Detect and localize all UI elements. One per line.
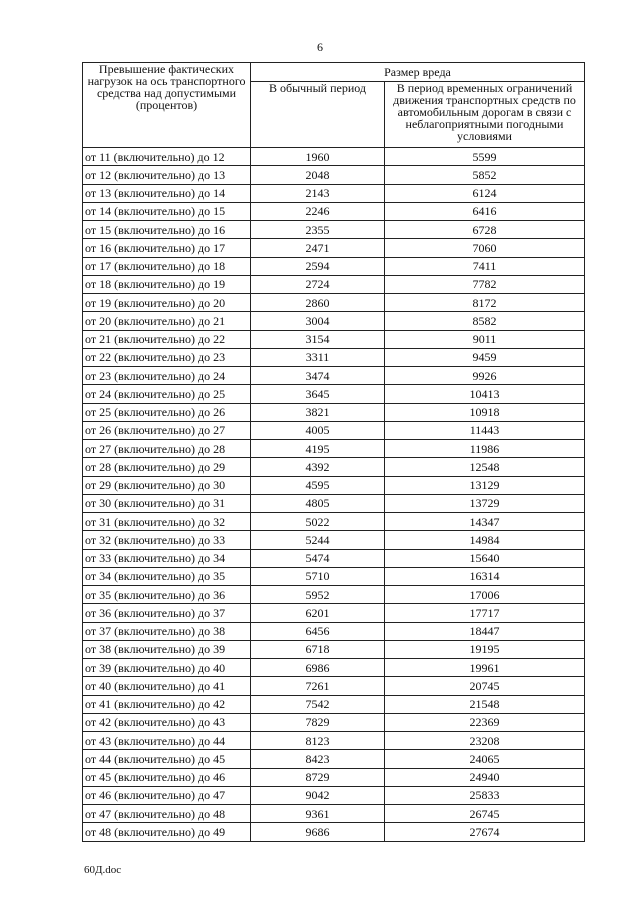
- row-temporary-value: 6728: [385, 221, 585, 239]
- row-temporary-value: 5852: [385, 166, 585, 184]
- row-normal-value: 4805: [251, 494, 385, 512]
- row-range-cell: от 41 (включительно) до 42: [83, 695, 251, 713]
- row-range-cell: от 18 (включительно) до 19: [83, 275, 251, 293]
- table-row: [83, 586, 585, 604]
- row-range-cell: от 21 (включительно) до 22: [83, 330, 251, 348]
- row-temporary-value: 7782: [385, 275, 585, 293]
- row-range-cell: от 27 (включительно) до 28: [83, 440, 251, 458]
- header-overload-range: Превышение фактических нагрузок на ось транспортного средства над допустимыми (процентов): [83, 63, 251, 148]
- table-row: [83, 622, 585, 640]
- row-temporary-value: 10918: [385, 403, 585, 421]
- row-temporary-value: 17006: [385, 586, 585, 604]
- row-range-cell: от 17 (включительно) до 18: [83, 257, 251, 275]
- row-range-cell: от 28 (включительно) до 29: [83, 458, 251, 476]
- table-row: [83, 604, 585, 622]
- row-range-cell: от 45 (включительно) до 46: [83, 768, 251, 786]
- table-row: [83, 786, 585, 804]
- row-range-cell: от 44 (включительно) до 45: [83, 750, 251, 768]
- row-normal-value: 2860: [251, 294, 385, 312]
- row-normal-value: 2246: [251, 202, 385, 220]
- row-range-cell: от 34 (включительно) до 35: [83, 567, 251, 585]
- row-normal-value: 2724: [251, 275, 385, 293]
- row-temporary-value: 8582: [385, 312, 585, 330]
- file-name-footer: 60Д.doc: [84, 864, 122, 876]
- row-normal-value: 2048: [251, 166, 385, 184]
- table-row: [83, 221, 585, 239]
- table-row: [83, 385, 585, 403]
- row-normal-value: 7261: [251, 677, 385, 695]
- row-normal-value: 4005: [251, 421, 385, 439]
- row-range-cell: от 26 (включительно) до 27: [83, 421, 251, 439]
- row-temporary-value: 25833: [385, 786, 585, 804]
- row-temporary-value: 19195: [385, 640, 585, 658]
- row-temporary-value: 5599: [385, 148, 585, 166]
- row-normal-value: 7542: [251, 695, 385, 713]
- row-temporary-value: 8172: [385, 294, 585, 312]
- row-normal-value: 2143: [251, 184, 385, 202]
- row-temporary-value: 9011: [385, 330, 585, 348]
- row-normal-value: 4392: [251, 458, 385, 476]
- row-temporary-value: 23208: [385, 732, 585, 750]
- row-normal-value: 8729: [251, 768, 385, 786]
- row-normal-value: 3645: [251, 385, 385, 403]
- row-temporary-value: 6124: [385, 184, 585, 202]
- table-row: [83, 440, 585, 458]
- table-row: [83, 823, 585, 841]
- row-normal-value: 6986: [251, 659, 385, 677]
- row-normal-value: 5244: [251, 531, 385, 549]
- row-temporary-value: 18447: [385, 622, 585, 640]
- row-range-cell: от 19 (включительно) до 20: [83, 294, 251, 312]
- row-range-cell: от 14 (включительно) до 15: [83, 202, 251, 220]
- table-row: [83, 531, 585, 549]
- row-normal-value: 3474: [251, 367, 385, 385]
- table-row: [83, 275, 585, 293]
- row-range-cell: от 29 (включительно) до 30: [83, 476, 251, 494]
- harm-table-body: [83, 148, 585, 842]
- table-row: [83, 421, 585, 439]
- row-range-cell: от 37 (включительно) до 38: [83, 622, 251, 640]
- row-temporary-value: 9459: [385, 348, 585, 366]
- row-normal-value: 8423: [251, 750, 385, 768]
- table-row: [83, 750, 585, 768]
- row-temporary-value: 26745: [385, 805, 585, 823]
- row-temporary-value: 17717: [385, 604, 585, 622]
- row-normal-value: 7829: [251, 713, 385, 731]
- table-row: [83, 805, 585, 823]
- row-normal-value: 9042: [251, 786, 385, 804]
- table-row: [83, 166, 585, 184]
- row-temporary-value: 9926: [385, 367, 585, 385]
- row-temporary-value: 12548: [385, 458, 585, 476]
- table-row: [83, 713, 585, 731]
- row-temporary-value: 6416: [385, 202, 585, 220]
- header-temporary-restrictions: В период временных ограничений движения транспортных средств по автомобильным дорогам в связи с неблагоприятными погодными условиями: [385, 82, 585, 148]
- row-temporary-value: 7411: [385, 257, 585, 275]
- row-range-cell: от 31 (включительно) до 32: [83, 513, 251, 531]
- row-range-cell: от 20 (включительно) до 21: [83, 312, 251, 330]
- header-harm-amount: Размер вреда: [251, 63, 585, 82]
- row-range-cell: от 38 (включительно) до 39: [83, 640, 251, 658]
- row-temporary-value: 22369: [385, 713, 585, 731]
- row-normal-value: 9361: [251, 805, 385, 823]
- table-row: [83, 768, 585, 786]
- row-normal-value: 1960: [251, 148, 385, 166]
- row-normal-value: 5022: [251, 513, 385, 531]
- row-temporary-value: 13129: [385, 476, 585, 494]
- row-normal-value: 4195: [251, 440, 385, 458]
- table-row: [83, 367, 585, 385]
- table-row: [83, 458, 585, 476]
- row-range-cell: от 15 (включительно) до 16: [83, 221, 251, 239]
- harm-table: [82, 62, 585, 842]
- row-range-cell: от 32 (включительно) до 33: [83, 531, 251, 549]
- row-range-cell: от 11 (включительно) до 12: [83, 148, 251, 166]
- row-temporary-value: 10413: [385, 385, 585, 403]
- table-row: [83, 184, 585, 202]
- row-normal-value: 6456: [251, 622, 385, 640]
- table-row: [83, 403, 585, 421]
- row-normal-value: 2355: [251, 221, 385, 239]
- row-normal-value: 2594: [251, 257, 385, 275]
- table-row: [83, 257, 585, 275]
- row-temporary-value: 19961: [385, 659, 585, 677]
- row-temporary-value: 16314: [385, 567, 585, 585]
- row-range-cell: от 43 (включительно) до 44: [83, 732, 251, 750]
- row-temporary-value: 15640: [385, 549, 585, 567]
- row-range-cell: от 30 (включительно) до 31: [83, 494, 251, 512]
- table-row: [83, 476, 585, 494]
- row-range-cell: от 24 (включительно) до 25: [83, 385, 251, 403]
- row-normal-value: 3154: [251, 330, 385, 348]
- row-temporary-value: 7060: [385, 239, 585, 257]
- table-row: [83, 659, 585, 677]
- row-normal-value: 6201: [251, 604, 385, 622]
- row-normal-value: 3311: [251, 348, 385, 366]
- row-range-cell: от 42 (включительно) до 43: [83, 713, 251, 731]
- row-normal-value: 6718: [251, 640, 385, 658]
- table-row: [83, 348, 585, 366]
- row-temporary-value: 20745: [385, 677, 585, 695]
- harm-table-header: [83, 63, 585, 148]
- header-normal-period: В обычный период: [251, 82, 385, 148]
- table-row: [83, 549, 585, 567]
- row-range-cell: от 16 (включительно) до 17: [83, 239, 251, 257]
- row-range-cell: от 13 (включительно) до 14: [83, 184, 251, 202]
- row-range-cell: от 47 (включительно) до 48: [83, 805, 251, 823]
- table-row: [83, 330, 585, 348]
- row-temporary-value: 11443: [385, 421, 585, 439]
- row-normal-value: 2471: [251, 239, 385, 257]
- table-row: [83, 695, 585, 713]
- table-row: [83, 567, 585, 585]
- table-row: [83, 239, 585, 257]
- row-normal-value: 4595: [251, 476, 385, 494]
- row-temporary-value: 11986: [385, 440, 585, 458]
- table-row: [83, 677, 585, 695]
- table-row: [83, 732, 585, 750]
- row-normal-value: 5952: [251, 586, 385, 604]
- row-range-cell: от 35 (включительно) до 36: [83, 586, 251, 604]
- row-range-cell: от 48 (включительно) до 49: [83, 823, 251, 841]
- row-range-cell: от 46 (включительно) до 47: [83, 786, 251, 804]
- row-normal-value: 5710: [251, 567, 385, 585]
- row-range-cell: от 36 (включительно) до 37: [83, 604, 251, 622]
- row-temporary-value: 13729: [385, 494, 585, 512]
- table-row: [83, 513, 585, 531]
- row-range-cell: от 39 (включительно) до 40: [83, 659, 251, 677]
- table-row: [83, 294, 585, 312]
- row-normal-value: 9686: [251, 823, 385, 841]
- row-range-cell: от 40 (включительно) до 41: [83, 677, 251, 695]
- page-number: 6: [317, 40, 323, 54]
- row-normal-value: 3004: [251, 312, 385, 330]
- row-range-cell: от 25 (включительно) до 26: [83, 403, 251, 421]
- row-temporary-value: 14984: [385, 531, 585, 549]
- table-row: [83, 494, 585, 512]
- row-range-cell: от 12 (включительно) до 13: [83, 166, 251, 184]
- table-row: [83, 202, 585, 220]
- row-temporary-value: 14347: [385, 513, 585, 531]
- row-range-cell: от 33 (включительно) до 34: [83, 549, 251, 567]
- table-row: [83, 640, 585, 658]
- row-range-cell: от 23 (включительно) до 24: [83, 367, 251, 385]
- row-normal-value: 5474: [251, 549, 385, 567]
- row-range-cell: от 22 (включительно) до 23: [83, 348, 251, 366]
- row-temporary-value: 27674: [385, 823, 585, 841]
- row-temporary-value: 24065: [385, 750, 585, 768]
- table-row: [83, 148, 585, 166]
- row-temporary-value: 21548: [385, 695, 585, 713]
- table-row: [83, 312, 585, 330]
- row-temporary-value: 24940: [385, 768, 585, 786]
- row-normal-value: 3821: [251, 403, 385, 421]
- row-normal-value: 8123: [251, 732, 385, 750]
